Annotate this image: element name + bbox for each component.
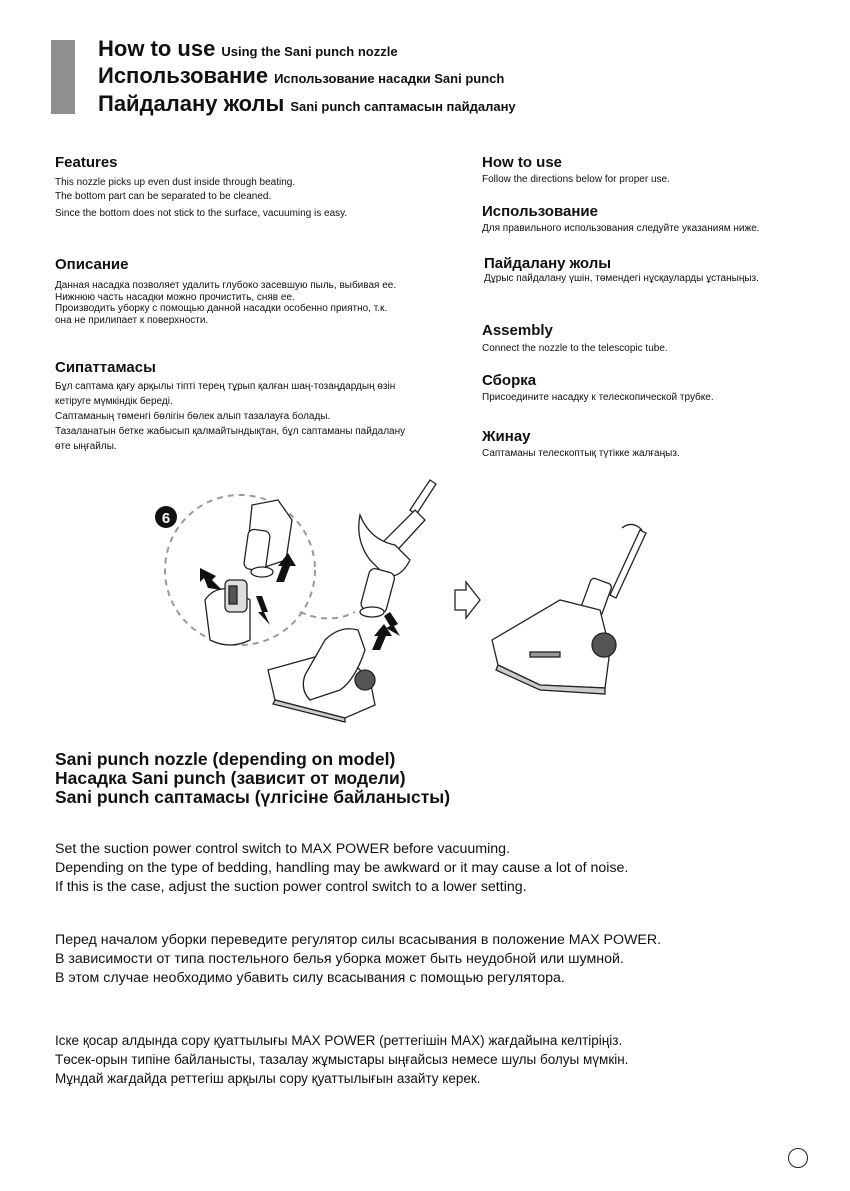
instruction-line: Мұндай жағдайда реттегіш арқылы сору қуаттылығын азайту керек.	[55, 1071, 481, 1086]
sipattamasy-line: өте ыңғайлы.	[55, 441, 117, 452]
sipattamasy-line: Бұл саптама қағу арқылы тіпті терең тұрып қалған шаң-тозаңдардың өзін	[55, 381, 396, 392]
instruction-line: Төсек-орын типіне байланысты, тазалау жұмыстары ыңғайсыз немесе шулы болуы мүмкін.	[55, 1052, 629, 1067]
sipattamasy-line: Саптаманың төменгі бөлігін бөлек алып тазалауға болады.	[55, 411, 331, 422]
assembly-kz-text: Саптаманы телескоптық түтікке жалғаңыз.	[482, 448, 680, 459]
step-badge	[155, 506, 177, 528]
main-arrows	[372, 612, 400, 650]
opisanie-line: она не прилипает к поверхности.	[55, 314, 209, 326]
opisanie-title: Описание	[55, 256, 129, 273]
assembly-en-title: Assembly	[482, 322, 553, 339]
features-line: Since the bottom does not stick to the surface, vacuuming is easy.	[55, 207, 348, 219]
model-caption	[55, 750, 450, 807]
caption-line-kz: Sani punch саптамасы (үлгісіне байланысты)	[55, 787, 451, 807]
instruction-line: Іске қосар алдында сору қуаттылығы MAX POWER (реттегішін MAX) жағдайына келтіріңіз.	[55, 1033, 623, 1048]
caption-line-ru: Насадка Sani punch (зависит от модели)	[55, 768, 406, 788]
assembly-ru-text: Присоедините насадку к телескопической трубке.	[482, 392, 714, 403]
sipattamasy-line: Тазаланатын бетке жабысып қалмайтындықтан, бұл саптаманы пайдалану	[55, 426, 406, 437]
page-number-circle	[788, 1148, 808, 1168]
instructions-en	[55, 840, 628, 897]
arrow-down-icon	[256, 596, 270, 625]
header-subtitle-ru: Использование насадки Sani punch	[274, 71, 505, 86]
opisanie-line: Нижнюю часть насадки можно прочистить, сняв ее.	[55, 291, 295, 303]
assembled-nozzle	[492, 524, 646, 694]
how-to-use-kz-title: Пайдалану жолы	[484, 255, 612, 272]
sipattamasy-line: кетіруге мүмкіндік береді.	[55, 396, 173, 407]
how-to-use-ru-text: Для правильного использования следуйте указаниям ниже.	[482, 223, 760, 234]
instruction-line: Depending on the type of bedding, handling may be awkward or it may cause a lot of noise.	[55, 860, 629, 876]
instruction-line: If this is the case, adjust the suction power control switch to a lower setting.	[55, 879, 527, 895]
header-title-kz: Пайдалану жолы	[98, 91, 285, 116]
detail-zoom-connector	[300, 612, 355, 619]
assembly-kz-title: Жинау	[482, 428, 531, 445]
how-to-use-en-title: How to use	[482, 154, 563, 171]
instruction-line: Перед началом уборки переведите регулятор силы всасывания в положение MAX POWER.	[55, 932, 662, 948]
opisanie-line: Данная насадка позволяет удалить глубоко засевшую пыль, выбивая ее.	[55, 280, 397, 291]
header-subtitle-kz: Sani punch саптамасын пайдалану	[290, 99, 516, 114]
header-title-en: How to use	[98, 36, 216, 61]
how-to-use-kz-text: Дұрыс пайдалану үшін, төмендегі нұсқауларды ұстаныңыз.	[484, 273, 759, 284]
how-to-use-en-text: Follow the directions below for proper use.	[482, 174, 670, 185]
instruction-line: Set the suction power control switch to MAX POWER before vacuuming.	[55, 841, 510, 857]
telescopic-tube	[359, 480, 436, 617]
next-step-arrow-icon	[455, 582, 480, 618]
caption-line-en: Sani punch nozzle (depending on model)	[55, 749, 396, 769]
features-line: This nozzle picks up even dust inside through beating.	[55, 177, 296, 188]
hand-with-nozzle-detail	[205, 580, 250, 645]
sani-punch-nozzle-left	[268, 629, 375, 722]
step-number: 6	[161, 510, 171, 527]
assembly-ru-title: Сборка	[482, 372, 537, 389]
instruction-line: В зависимости от типа постельного белья уборка может быть неудобной или шумной.	[55, 951, 624, 967]
features-title: Features	[55, 154, 118, 171]
header-title-ru: Использование	[98, 63, 269, 88]
instructions-kz	[55, 1031, 628, 1088]
features-line: The bottom part can be separated to be cleaned.	[55, 190, 272, 202]
how-to-use-ru-title: Использование	[482, 203, 598, 220]
sipattamasy-title: Сипаттамасы	[55, 359, 156, 376]
instructions-ru	[55, 931, 661, 988]
opisanie-line: Производить уборку с помощью данной насадки особенно приятно, т.к.	[55, 303, 388, 314]
assembly-en-text: Connect the nozzle to the telescopic tube.	[482, 343, 668, 354]
header-subtitle-en: Using the Sani punch nozzle	[221, 44, 398, 59]
instruction-line: В этом случае необходимо убавить силу всасывания с помощью регулятора.	[55, 970, 565, 986]
arrow-press-icon	[200, 568, 222, 590]
